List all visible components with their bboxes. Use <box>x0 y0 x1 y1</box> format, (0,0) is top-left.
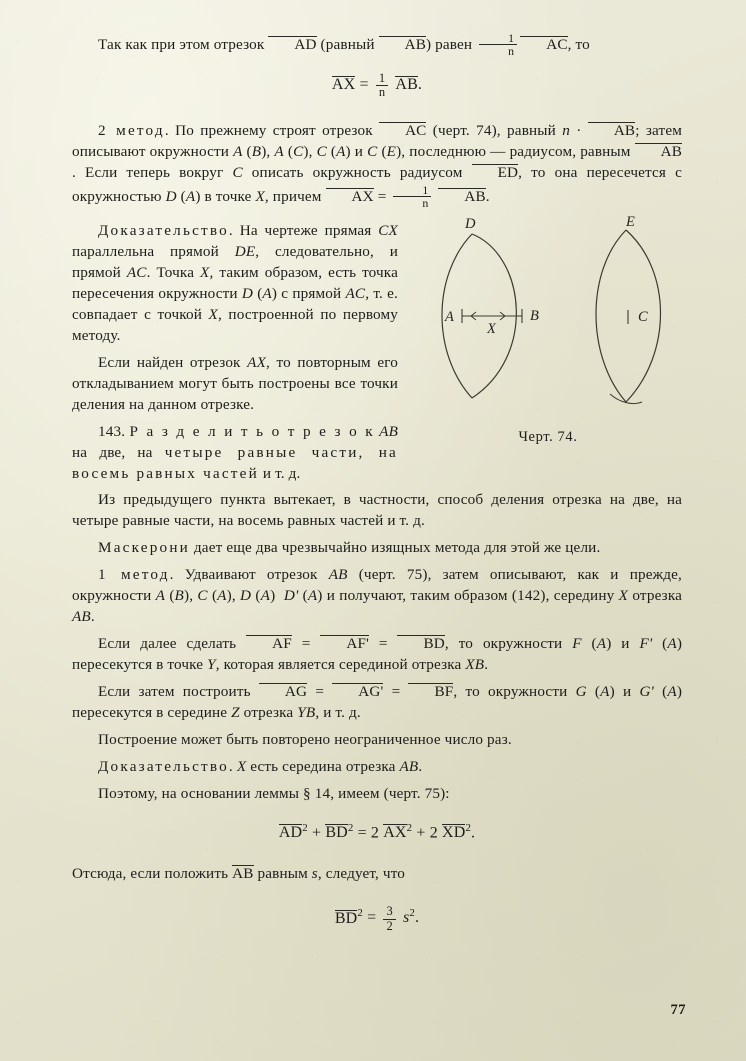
eq1-fraction <box>376 72 388 99</box>
figure-74 <box>414 216 682 446</box>
eq3-bd: BD <box>334 909 358 927</box>
segment-ab: AB <box>379 36 426 53</box>
paragraph-method-1: 1 метод. Удваивают отрезок AB (черт. 75), затем описывают, как и прежде, окружности A (B), C (A), D (A) D' (A) и получают, таким образом (142), середину X отрезка AB. <box>72 566 683 626</box>
paragraph-proof-1: Доказательство. На чертеже прямая CX параллельна прямой DE, следовательно, и прямой AC. Точка X, таким образом, есть точка пересечения окружности D (A) с прямой AC, т. е. совпадает с точкой X, построенной по первому методу. <box>72 221 399 344</box>
paragraph-proof-2: Доказательство. X есть середина отрезка AB. <box>98 758 423 776</box>
page-number: 77 <box>670 1002 686 1018</box>
figure-label-D: D <box>465 215 476 232</box>
paragraph-lemma-reference: Поэтому, на основании леммы § 14, имеем (черт. 75): <box>98 785 450 803</box>
figure-caption: Черт. 74. <box>518 428 578 445</box>
eq1-numerator: 1 <box>378 70 386 85</box>
intro-text-3: ) равен <box>425 35 477 53</box>
segment-ad: AD <box>268 36 316 53</box>
page-content <box>72 32 682 933</box>
paragraph-previous-item: Из предыдущего пункта вытекает, в частности, способ деления отрезка на две, на четыре равные части, на восемь равных частей и т. д. <box>72 491 682 530</box>
paragraph-intro <box>72 32 682 58</box>
fraction-denominator: n <box>479 44 517 57</box>
paragraph-substitution: Отсюда, если положить AB равным s, следует, что <box>72 865 406 883</box>
paragraph-af-construction: Если далее сделать AF = AF' = BD, то окружности F (A) и F' (A) пересекутся в точке Y, которая является серединой отрезка XB. <box>72 635 683 674</box>
eq3-fraction <box>383 905 395 932</box>
paragraph-mascheroni: Маскерони дает еще два чрезвычайно изящных метода для этой же цели. <box>98 539 601 557</box>
paragraph-method-2: 2 метод. По прежнему строят отрезок AC (черт. 74), равный n · AB; затем описывают окружности A (B), A (C), C (A) и C (E), последнюю — радиусом, равным AB. Если теперь вокруг C описать окружность радиусом ED, то она пересечется с окружностью D (A) в точке X, причем AX = $\frac{1}{n}$ AB. <box>72 122 682 211</box>
figure-74-drawing <box>414 216 682 421</box>
eq3-denominator: 2 <box>383 919 395 933</box>
figure-label-E: E <box>626 215 635 230</box>
paragraph-item-143: 143. Р а з д е л и т ь о т р е з о к AB на две, на четыре равные части, на восемь равных частей и т. д. <box>72 422 398 482</box>
eq3-exponent: 2 <box>357 907 363 920</box>
fraction-numerator: 1 <box>508 31 515 45</box>
equation-bd-result <box>72 905 682 932</box>
equation-ax <box>72 72 682 99</box>
eq3-s-exponent: 2 <box>409 907 415 920</box>
eq1-ax: AX <box>331 76 356 94</box>
intro-text-1: Так как при этом отрезок <box>98 35 269 53</box>
figure-label-C: C <box>638 308 648 325</box>
eq1-period: . <box>417 76 423 94</box>
segment-ac: AC <box>520 36 567 53</box>
figure-label-A: A <box>445 308 454 325</box>
figure-label-B: B <box>530 307 539 324</box>
paragraph-repeat: Если найден отрезок AX, то повторным его откладыванием могут быть построены все точки деления на данном отрезке. <box>72 353 398 413</box>
intro-text-4: , то <box>567 35 590 53</box>
eq1-ab: AB <box>395 76 418 94</box>
item-143-number: 143. <box>98 422 130 440</box>
eq3-period: . <box>415 909 420 927</box>
paragraph-unlimited-repeat: Построение может быть повторено неограниченное число раз. <box>98 731 512 749</box>
eq3-s: s <box>403 909 410 927</box>
equation-ad-bd: $AD^2 + BD^2 = 2$ $AX^2 + 2$ $XD^2$. <box>278 822 476 842</box>
eq1-denominator: n <box>376 85 388 99</box>
eq3-numerator: 3 <box>386 904 393 919</box>
figure-label-X: X <box>487 320 496 337</box>
fraction-one-over-n <box>479 32 517 58</box>
eq3-equals: = <box>367 909 377 927</box>
intro-text-2: (равный <box>316 35 379 53</box>
item-143-heading: Р а з д е л и т ь о т р е з о к <box>129 422 375 440</box>
paragraph-ag-construction: Если затем построить AG = AG' = BF, то окружности G (A) и G' (A) пересекутся в середине Z отрезка YB, и т. д. <box>72 683 683 722</box>
eq1-equals: = <box>359 76 369 94</box>
